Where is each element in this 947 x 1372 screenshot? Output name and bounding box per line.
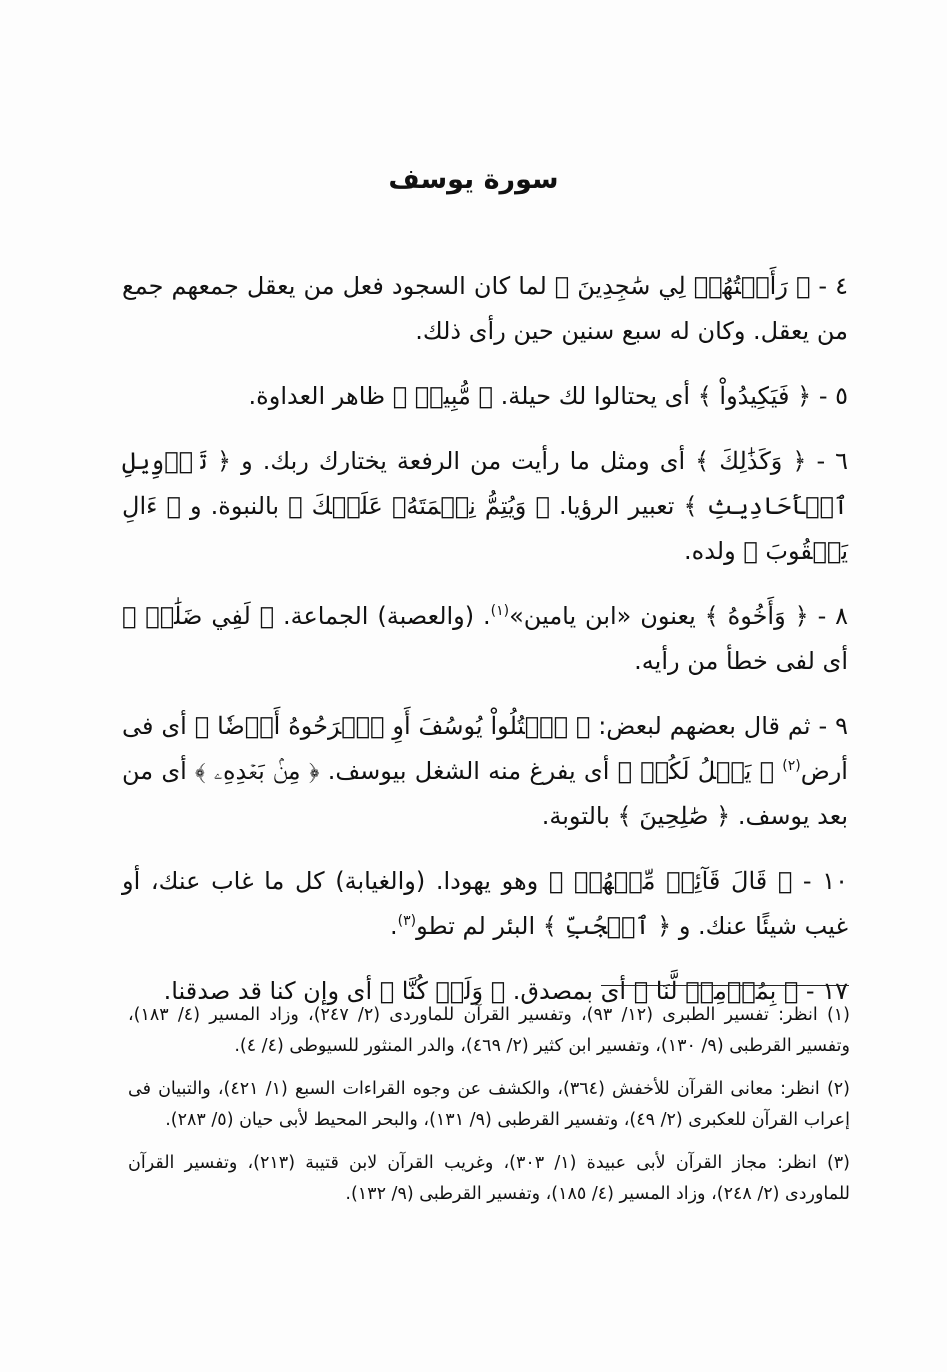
commentary-text: لما كان السجود فعل من يعقل جمعهم جمع من يعقل. وكان له سبع سنين حين رأى ذلك. bbox=[122, 272, 848, 345]
commentary-text: يعنون «ابن يامين» bbox=[509, 602, 705, 630]
commentary-text: تعبير الرؤيا. bbox=[549, 492, 684, 520]
footnote bbox=[128, 1074, 850, 1136]
commentary-text: ولده. bbox=[684, 537, 744, 565]
quran-phrase: ﴿ صَٰلِحِينَ ﴾ bbox=[617, 802, 731, 830]
entry bbox=[122, 859, 848, 949]
quran-phrase: ﴿ وَيُتِمُّ نِعۡمَتَهُۥ عَلَيۡكَ ﴾ bbox=[288, 492, 550, 520]
commentary-text: ظاهر العداوة. bbox=[248, 382, 393, 410]
commentary-text: أى يفرغ منه الشغل بيوسف. bbox=[319, 757, 618, 785]
entry bbox=[122, 439, 848, 574]
entry-number: ١٧ - bbox=[805, 977, 848, 1005]
entry-number: ١٠ - bbox=[802, 867, 849, 895]
footnote-text: انظر: معانى القرآن للأخفش (٣٦٤)، والكشف عن وجوه القراءات السبع (١/ ٤٢١)، والتبيان فى إعراب القرآن للعكبرى (٢/ ٤٩)، وتفسير القرطبى (٩/ ١٣١)، والبحر المحيط لأبى حيان (٥/ ٢٨٣). bbox=[128, 1079, 850, 1130]
commentary-text: . bbox=[390, 912, 398, 940]
commentary-text: أى بمصدق. bbox=[505, 977, 634, 1005]
quran-phrase: ﴿ رَأَيۡتُهُمۡ لِي سَٰجِدِينَ ﴾ bbox=[554, 272, 811, 300]
quran-phrase: ﴿ وَأَخُوهُ ﴾ bbox=[704, 602, 809, 630]
quran-phrase: ﴿ بِمُؤۡمِنٖ لَّنَا ﴾ bbox=[633, 977, 799, 1005]
quran-phrase: ﴿ قَالَ قَآئِلٞ مِّنۡهُمۡ ﴾ bbox=[548, 867, 793, 895]
commentary-text: أى وإن كنا قد صدقنا. bbox=[163, 977, 380, 1005]
quran-phrase: ﴿ وَلَوۡ كُنَّا ﴾ bbox=[379, 977, 506, 1005]
entry bbox=[122, 264, 848, 354]
quran-phrase: ﴿ مُّبِينٞ ﴾ bbox=[392, 382, 493, 410]
page-title: سورة يوسف bbox=[388, 164, 559, 195]
commentary-text bbox=[774, 757, 782, 785]
commentary-text: بالنبوة. و bbox=[180, 492, 289, 520]
commentary-text: . (والعصبة) الجماعة. bbox=[274, 602, 491, 630]
commentary-text: أى من بعد يوسف. bbox=[122, 757, 848, 830]
entry-number: ٦ - bbox=[816, 447, 849, 475]
footnote bbox=[128, 1148, 850, 1210]
footnote-ref: (٣) bbox=[397, 913, 417, 929]
footnotes bbox=[128, 1000, 850, 1222]
footnote-divider bbox=[601, 985, 849, 986]
entry-number: ٤ - bbox=[818, 272, 848, 300]
footnote-text: انظر: تفسير الطبرى (١٢/ ٩٣)، وتفسير القرآن للماوردى (٢/ ٢٤٧)، وزاد المسير (٤/ ١٨٣)، وتفسير القرطبى (٩/ ١٣٠)، وتفسير ابن كثير (٢/ ٤٦٩)، والدر المنثور للسيوطى (٤/ ٤). bbox=[128, 1005, 850, 1056]
footnote-marker: (٢) bbox=[826, 1079, 850, 1099]
quran-phrase: ﴿ مِنۢ بَعۡدِهِۦ ﴾ bbox=[194, 757, 320, 785]
footnote-marker: (١) bbox=[826, 1005, 850, 1025]
commentary-text: أى ومثل ما رأيت من الرفعة يختارك ربك. و bbox=[231, 447, 696, 475]
commentary-text: أى لفى خطأ من رأيه. bbox=[634, 647, 848, 675]
commentary-text: أى فى أرض bbox=[122, 712, 848, 785]
quran-phrase: ﴿ ٱقۡتُلُواْ يُوسُفَ أَوِ ٱطۡرَحُوهُ أَرۡضٗا ﴾ bbox=[194, 712, 591, 740]
footnote bbox=[128, 1000, 850, 1062]
quran-phrase: ﴿ تَأۡوِيلِ ٱلۡأَحَادِيثِ ﴾ bbox=[122, 447, 848, 520]
footnote-ref: (٢) bbox=[782, 758, 801, 774]
entry bbox=[122, 704, 848, 839]
footnote-marker: (٣) bbox=[826, 1153, 850, 1173]
entry-number: ٨ - bbox=[817, 602, 849, 630]
footnote-ref: (١) bbox=[490, 603, 510, 619]
footnote-text: انظر: مجاز القرآن لأبى عبيدة (١/ ٣٠٣)، وغريب القرآن لابن قتيبة (٢١٣)، وتفسير القرآن للماوردى (٢/ ٢٤٨)، وزاد المسير (٤/ ١٨٥)، وتفسير القرطبى (٩/ ١٣٢). bbox=[128, 1153, 850, 1204]
main-text bbox=[122, 264, 848, 1014]
commentary-text: البئر لم تطو bbox=[416, 912, 543, 940]
quran-phrase: ﴿ لَفِي ضَلَٰلٖ ﴾ bbox=[122, 602, 275, 630]
entry-number: ٩ - bbox=[818, 712, 849, 740]
commentary-text: بالتوبة. bbox=[541, 802, 618, 830]
quran-phrase: ﴿ ٱلۡجُبِّ ﴾ bbox=[542, 912, 672, 940]
commentary-text: وهو يهودا. (والغيابة) كل ما غاب عنك، أو غيب شيئًا عنك. و bbox=[122, 867, 848, 940]
quran-phrase: ﴿ ءَالِ يَعۡقُوبَ ﴾ bbox=[122, 492, 848, 565]
entry-number: ٥ - bbox=[818, 382, 848, 410]
quran-phrase: ﴿ فَيَكِيدُواْ ﴾ bbox=[697, 382, 812, 410]
quran-phrase: ﴿ يَخۡلُ لَكُمۡ ﴾ bbox=[617, 757, 775, 785]
entry bbox=[122, 594, 848, 684]
entry bbox=[122, 374, 848, 419]
commentary-text: أى يحتالوا لك حيلة. bbox=[492, 382, 698, 410]
commentary-text: ثم قال بعضهم لبعض: bbox=[590, 712, 811, 740]
quran-phrase: ﴿ وَكَذَٰلِكَ ﴾ bbox=[695, 447, 807, 475]
